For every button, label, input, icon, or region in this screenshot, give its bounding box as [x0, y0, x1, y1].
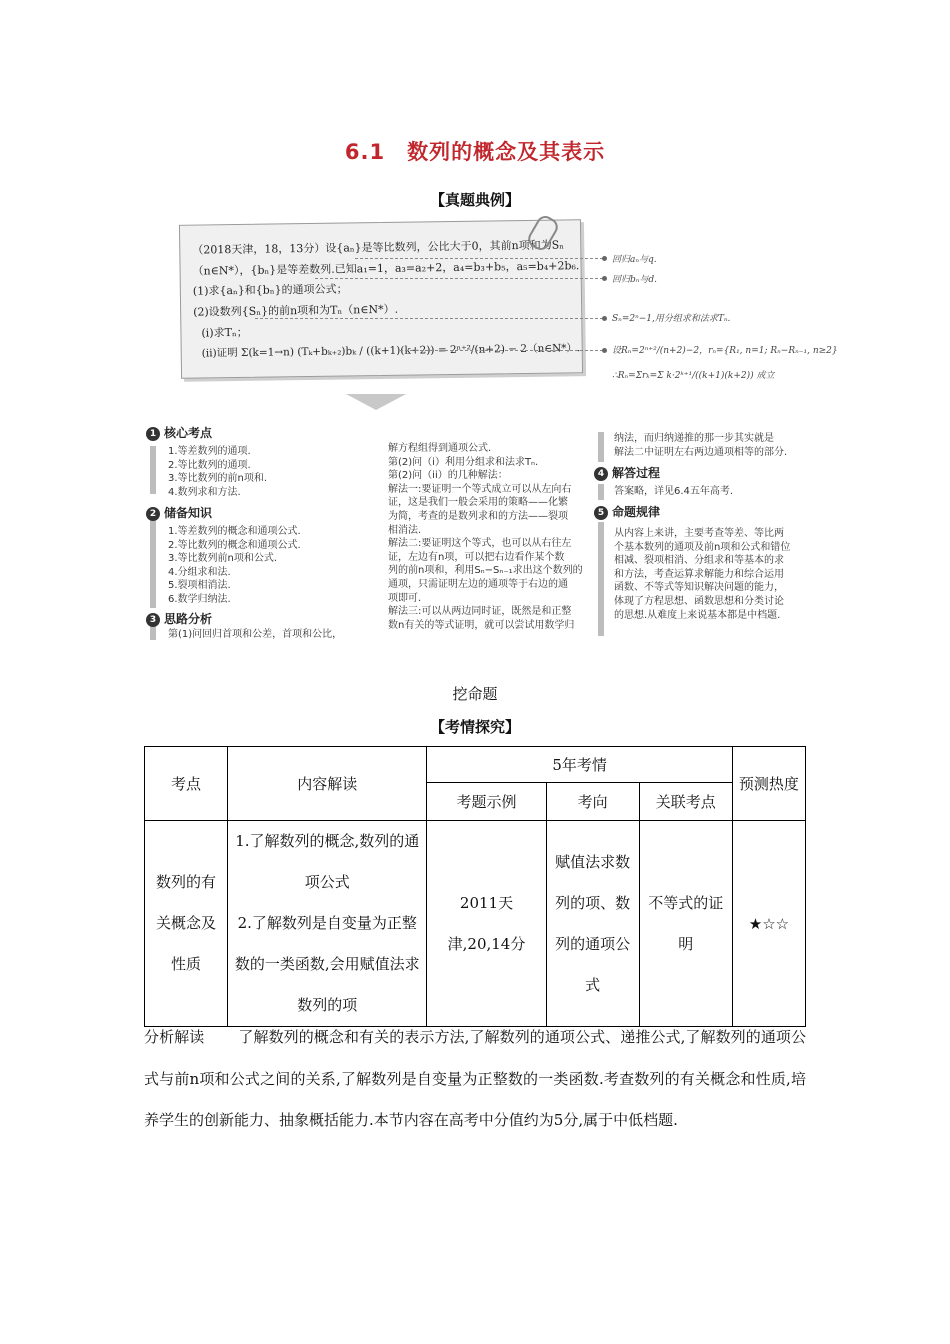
list-item: 4.分组求和法.	[168, 566, 231, 578]
solution-text	[614, 485, 733, 499]
header-direction: 考向	[546, 783, 639, 821]
section-real-exam-heading: 【真题典例】	[429, 191, 520, 209]
section-core-points	[146, 424, 212, 441]
text-line: 第(2)问（ii）的几种解法：	[388, 470, 508, 482]
arrow-bar-1	[150, 446, 156, 494]
section-title: 命题规律	[612, 505, 661, 519]
cell-heat-stars: ★☆☆	[732, 821, 805, 1027]
cell-kaodian: 数列的有关概念及性质	[145, 821, 228, 1027]
arrow-bar-6	[598, 522, 604, 636]
margin-note-2: 回归bₙ与d.	[612, 275, 658, 285]
analysis-text: 了解数列的概念和有关的表示方法,了解数列的通项公式、递推公式,了解数列的通项公式与前n项和公式之间的关系,了解数列是自变量为正整数的一类函数.考查数列的有关概念和性质,培养学生的创新能力、抽象概括能力.本节内容在高考中分值约为5分,属于中低档题.	[144, 1028, 806, 1129]
section-pattern	[594, 503, 660, 520]
list-item: 6.数学归纳法.	[168, 593, 231, 605]
section-number: 5	[594, 506, 608, 520]
leader-line-3	[255, 318, 603, 319]
text-line: 证，左边有n项，可以把右边看作某个数	[388, 551, 565, 563]
margin-note-5: ∴Rₙ=Σrₖ=Σ k·2ᵏ⁺¹/((k+1)(k+2)) 成立	[612, 371, 775, 381]
leader-line-1	[355, 258, 603, 259]
text-line: 解法二:要证明这个等式，也可以从右往左	[388, 538, 572, 550]
leader-dot-3	[602, 316, 607, 321]
text-line: 解法一:要证明一个等式成立可以从左向右	[388, 483, 572, 495]
section-title: 储备知识	[164, 506, 213, 520]
arrow-bar-3	[150, 626, 156, 640]
cell-content	[228, 821, 427, 1027]
cell-direction: 赋值法求数列的项、数列的通项公式	[546, 821, 639, 1027]
leader-line-2	[315, 278, 603, 279]
cell-example: 2011天津,20,14分	[427, 821, 546, 1027]
cell-related: 不等式的证明	[639, 821, 732, 1027]
header-five-year: 5年考情	[427, 747, 732, 783]
text-line: 数n有关的等式证明，就可以尝试用数学归	[388, 619, 575, 631]
text-line: 通项，只需证明左边的通项等于右边的通	[388, 578, 568, 590]
text-line: 解法三:可以从两边同时证，既然是和正整	[388, 606, 572, 618]
text-line: 函数、不等式等知识解决问题的能力，	[614, 582, 784, 594]
pattern-text	[614, 527, 790, 622]
list-item: 2.等比数列的通项.	[168, 459, 251, 471]
example-line-6: (ii)证明 Σ(k=1→n) (Tₖ+bₖ₊₂)bₖ / ((k+1)(k+2)) = 2ⁿ⁺²/(n+2) − 2（n∈N*）.	[201, 342, 581, 360]
list-item: 2.等比数列的概念和通项公式.	[168, 539, 301, 551]
thinking-list	[168, 628, 342, 642]
section-number: 3	[146, 613, 160, 627]
text-line: 和方法，考查运算求解能力和综合运用	[614, 568, 784, 580]
text-line: 解法二中证明左右两边通项相等的部分.	[614, 446, 788, 458]
list-item: 第(1)问回归首项和公差，首项和公比，	[168, 629, 343, 640]
margin-note-1: 回归aₙ与q.	[612, 255, 657, 265]
analysis-paragraph	[144, 1017, 806, 1142]
exam-analysis-table	[144, 746, 806, 1027]
text-line: 相消法.	[388, 524, 422, 536]
down-arrow-icon	[346, 394, 406, 410]
content-item-2: 2.了解数列是自变量为正整数的一类函数,会用赋值法求数列的项	[234, 914, 420, 1014]
example-line-5: (i)求Tₙ；	[201, 325, 248, 340]
section-exam-analysis-heading: 【考情探究】	[429, 718, 520, 736]
example-line-1: （2018天津，18，13分）设{aₙ}是等比数列，公比大于0，其前n项和为Sₙ	[192, 238, 565, 257]
header-kaodian: 考点	[145, 747, 228, 821]
text-line: 答案略，详见6.4五年高考.	[614, 486, 734, 497]
text-line: 列的前n项和，利用Sₙ−Sₙ₋₁求出这个数列的	[388, 565, 583, 577]
text-line: 项即可.	[388, 592, 422, 604]
text-line: 解方程组得到通项公式.	[388, 443, 492, 454]
text-line: 为简，考查的是数列求和的方法——裂项	[388, 510, 568, 522]
example-line-4: (2)设数列{Sₙ}的前n项和为Tₙ（n∈N*）.	[193, 302, 399, 319]
core-points-list	[168, 445, 267, 499]
section-knowledge	[146, 504, 212, 521]
example-line-3: (1)求{aₙ}和{bₙ}的通项公式；	[192, 282, 348, 298]
leader-dot-1	[602, 256, 607, 261]
header-content: 内容解读	[228, 747, 427, 821]
margin-note-3: Sₙ=2ⁿ−1,用分组求和法求Tₙ.	[612, 314, 731, 324]
text-line: 证，这是我们一般会采用的策略——化繁	[388, 497, 568, 509]
text-line: 纳法，而归纳递推的那一步其实就是	[614, 433, 774, 444]
section-number: 4	[594, 467, 608, 481]
text-line: 的思想.从难度上来说基本都是中档题.	[614, 609, 781, 621]
section-number: 2	[146, 507, 160, 521]
section-title: 核心考点	[164, 426, 213, 440]
section-solution	[594, 464, 660, 481]
analysis-label: 分析解读	[144, 1028, 205, 1046]
arrow-bar-4	[598, 432, 604, 462]
list-item: 1.等差数列的概念和通项公式.	[168, 526, 301, 537]
list-item: 4.数列求和方法.	[168, 486, 241, 498]
header-example: 考题示例	[427, 783, 546, 821]
analysis-column-2	[388, 442, 593, 632]
text-line: 个基本数列的通项及前n项和公式和错位	[614, 541, 791, 553]
text-line: 体现了方程思想、函数思想和分类讨论	[614, 595, 784, 607]
col3-top-text	[614, 432, 787, 459]
header-related: 关联考点	[639, 783, 732, 821]
leader-dot-4	[602, 348, 607, 353]
margin-note-4: 设Rₙ=2ⁿ⁺²/(n+2)−2，rₙ={R₁, n=1; Rₙ−Rₙ₋₁, n≥2}	[612, 346, 838, 356]
text-line: 相减、裂项相消、分组求和等基本的求	[614, 555, 784, 567]
knowledge-list	[168, 525, 301, 607]
header-heat: 预测热度	[732, 747, 805, 821]
page-title: 6.1 数列的概念及其表示	[344, 140, 606, 164]
list-item: 5.裂项相消法.	[168, 580, 231, 592]
example-line-2: （n∈N*），{bₙ}是等差数列.已知a₁=1，a₃=a₂+2，a₄=b₃+b₅，a₅=b₄+2b₆.	[192, 259, 580, 278]
list-item: 3.等比数列的前n项和.	[168, 473, 268, 485]
text-line: 第(2)问（i）利用分组求和法求Tₙ.	[388, 456, 539, 468]
content-item-1: 1.了解数列的概念,数列的通项公式	[235, 832, 420, 891]
section-number: 1	[146, 427, 160, 441]
arrow-bar-2	[150, 520, 156, 608]
arrow-bar-5	[598, 484, 604, 500]
list-item: 1.等差数列的通项.	[168, 446, 251, 457]
text-line: 从内容上来讲，主要考查等差、等比两	[614, 528, 784, 539]
example-card	[179, 219, 583, 379]
section-thinking	[146, 610, 212, 627]
section-title: 解答过程	[612, 466, 661, 480]
list-item: 3.等比数列前n项和公式.	[168, 553, 278, 565]
dig-heading: 挖命题	[452, 685, 498, 703]
leader-dot-2	[602, 276, 607, 281]
section-title: 思路分析	[164, 612, 213, 626]
leader-line-4	[400, 350, 603, 351]
